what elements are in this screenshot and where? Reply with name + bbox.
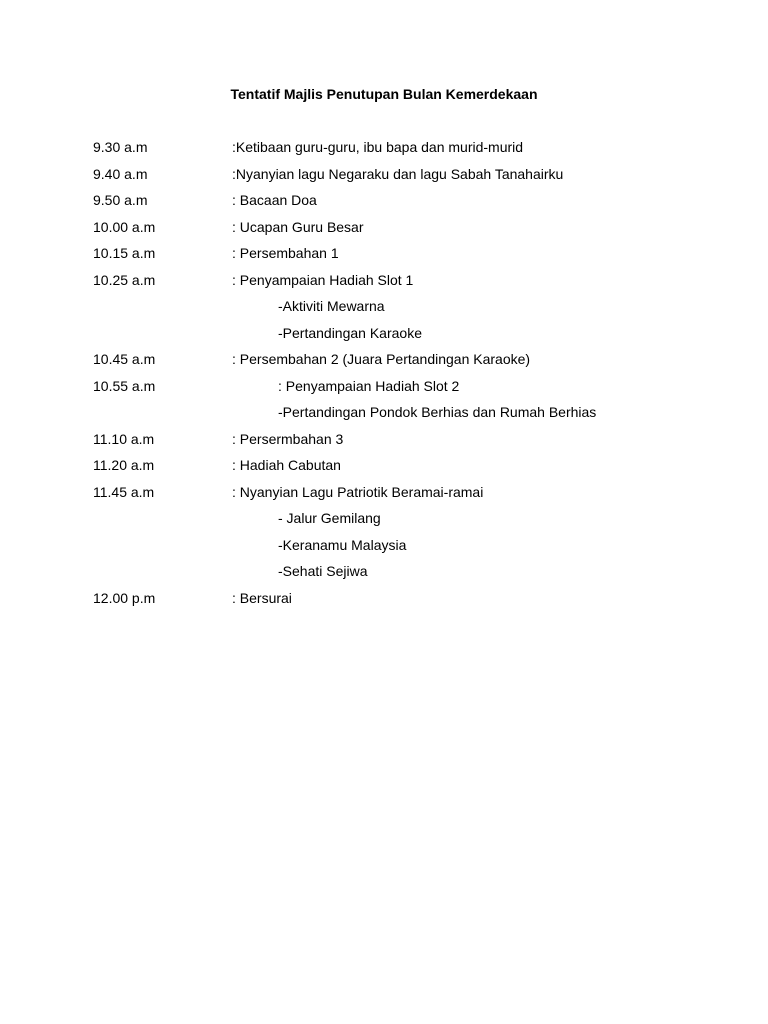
schedule-description: : Bersurai <box>232 589 292 606</box>
schedule-row <box>0 351 768 378</box>
schedule-time: 11.10 a.m <box>93 430 155 447</box>
schedule-description: -Keranamu Malaysia <box>278 536 407 553</box>
schedule-row <box>0 590 768 617</box>
schedule-description: -Pertandingan Karaoke <box>278 324 422 341</box>
schedule-description: :Ketibaan guru-guru, ibu bapa dan murid-murid <box>232 139 524 155</box>
schedule-time: 10.00 a.m <box>93 218 156 235</box>
schedule-row <box>0 457 768 484</box>
schedule-description: - Jalur Gemilang <box>278 510 381 526</box>
schedule-description: : Persembahan 2 (Juara Pertandingan Karaoke) <box>232 351 531 367</box>
document-title: Tentatif Majlis Penutupan Bulan Kemerdekaan <box>230 86 538 102</box>
schedule-description: : Ucapan Guru Besar <box>232 218 364 235</box>
schedule-row <box>0 272 768 299</box>
schedule-description: : Bacaan Doa <box>232 192 317 208</box>
schedule-row <box>0 192 768 219</box>
schedule-description: : Hadiah Cabutan <box>232 457 341 473</box>
schedule-time: 9.40 a.m <box>93 165 148 182</box>
schedule-row <box>0 404 768 431</box>
schedule-description: : Penyampaian Hadiah Slot 1 <box>232 271 414 288</box>
schedule-row <box>0 510 768 537</box>
schedule-row <box>0 219 768 246</box>
schedule-row <box>0 378 768 405</box>
schedule-time: 9.30 a.m <box>93 139 148 155</box>
schedule-time: 10.55 a.m <box>93 377 156 394</box>
schedule-description: :Nyanyian lagu Negaraku dan lagu Sabah Tanahairku <box>232 165 564 182</box>
schedule-row <box>0 325 768 352</box>
schedule-time: 9.50 a.m <box>93 192 148 208</box>
schedule-description: -Aktiviti Mewarna <box>278 298 385 314</box>
schedule-time: 12.00 p.m <box>93 589 156 606</box>
schedule-row <box>0 484 768 511</box>
schedule-time: 10.45 a.m <box>93 351 156 367</box>
schedule-row <box>0 537 768 564</box>
schedule-time: 10.15 a.m <box>93 245 156 261</box>
schedule-list <box>0 139 768 616</box>
schedule-description: -Pertandingan Pondok Berhias dan Rumah Berhias <box>278 404 597 420</box>
schedule-description: : Persermbahan 3 <box>232 430 344 447</box>
schedule-description: -Sehati Sejiwa <box>278 563 368 579</box>
schedule-time: 11.45 a.m <box>93 483 155 500</box>
schedule-description: : Penyampaian Hadiah Slot 2 <box>278 377 460 394</box>
schedule-description: : Nyanyian Lagu Patriotik Beramai-ramai <box>232 483 484 500</box>
schedule-time: 10.25 a.m <box>93 271 156 288</box>
schedule-row <box>0 298 768 325</box>
schedule-description: : Persembahan 1 <box>232 245 339 261</box>
schedule-row <box>0 166 768 193</box>
schedule-row <box>0 431 768 458</box>
schedule-row <box>0 245 768 272</box>
schedule-time: 11.20 a.m <box>93 457 155 473</box>
schedule-row <box>0 139 768 166</box>
schedule-row <box>0 563 768 590</box>
